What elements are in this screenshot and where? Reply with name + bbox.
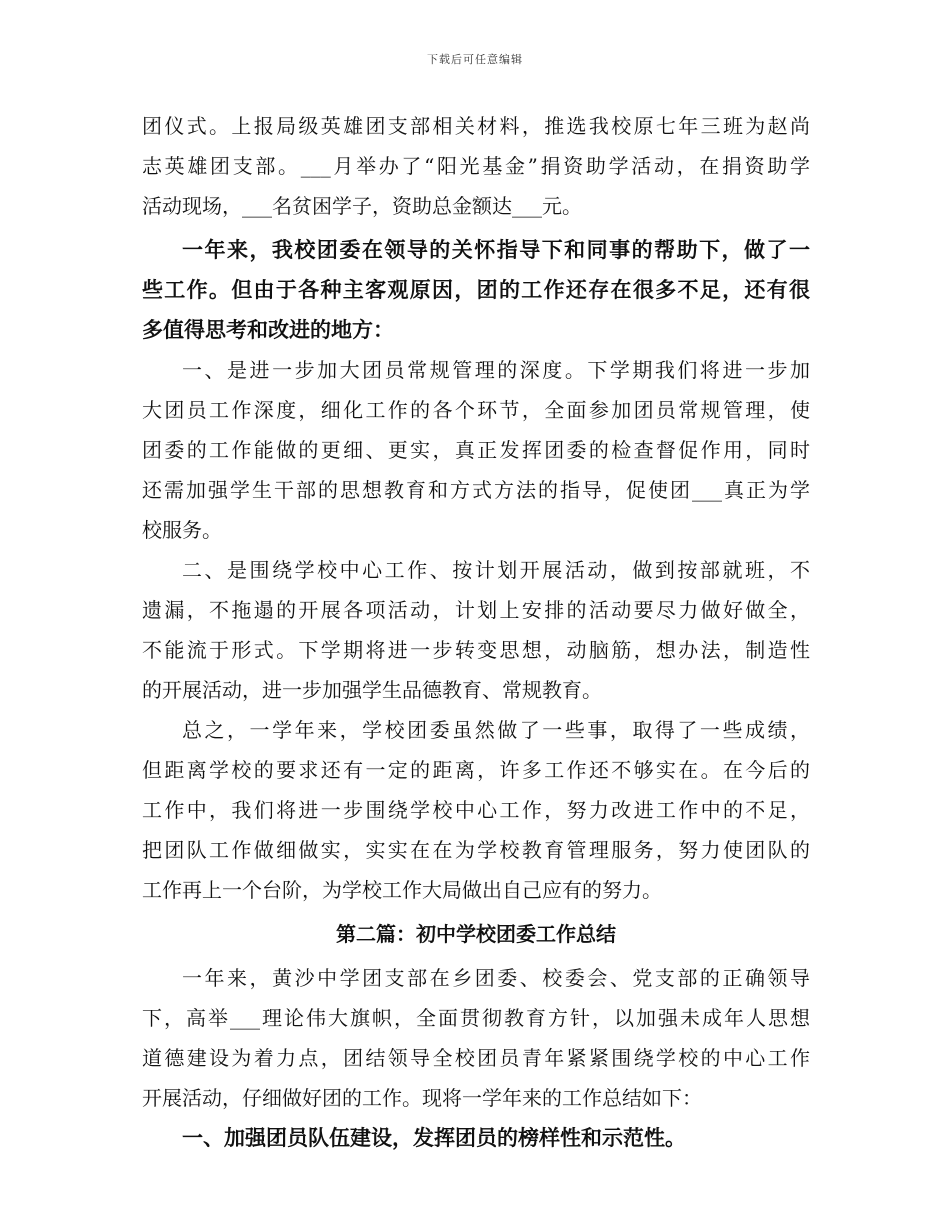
text-line: 一年来，黄沙中学团支部在乡团委、校委会、党支部的正确领导 bbox=[182, 966, 810, 990]
bold-text-line: 多值得思考和改进的地方： bbox=[142, 317, 394, 342]
text-line: 大团员工作深度，细化工作的各个环节，全面参加团员常规管理，使 bbox=[142, 398, 810, 422]
section-heading: 第二篇：初中学校团委工作总结 bbox=[336, 922, 616, 946]
text-line: 团委的工作能做的更细、更实，真正发挥团委的检查督促作用，同时 bbox=[142, 438, 810, 462]
text-line: 但距离学校的要求还有一定的距离，许多工作还不够实在。在今后的 bbox=[142, 758, 810, 782]
bold-text-line: 些工作。但由于各种主客观原因，团的工作还存在很多不足，还有很 bbox=[142, 277, 810, 302]
subheading: 一、加强团员队伍建设，发挥团员的榜样性和示范性。 bbox=[182, 1125, 686, 1150]
text-line: 一、是进一步加大团员常规管理的深度。下学期我们将进一步加 bbox=[182, 358, 810, 382]
text-line: 的开展活动，进一步加强学生品德教育、常规教育。 bbox=[142, 678, 602, 702]
bold-text-line: 一年来，我校团委在领导的关怀指导下和同事的帮助下，做了一 bbox=[182, 237, 810, 262]
text-line: 不能流于形式。下学期将进一步转变思想，动脑筋，想办法，制造性 bbox=[142, 638, 810, 662]
text-line: 总之，一学年来，学校团委虽然做了一些事，取得了一些成绩， bbox=[182, 718, 810, 742]
text-line: 活动现场，___名贫困学子，资助总金额达___元。 bbox=[142, 194, 582, 218]
text-line: 志英雄团支部。___月举办了“阳光基金”捐资助学活动，在捐资助学 bbox=[142, 154, 810, 178]
text-line: 二、是围绕学校中心工作、按计划开展活动，做到按部就班，不 bbox=[182, 558, 810, 582]
text-line: 遗漏，不拖遢的开展各项活动，计划上安排的活动要尽力做好做全， bbox=[142, 598, 810, 622]
text-line: 还需加强学生干部的思想教育和方式方法的指导，促使团___真正为学 bbox=[142, 478, 810, 502]
text-line: 校服务。 bbox=[142, 518, 222, 542]
document-body bbox=[142, 106, 810, 1158]
text-line: 把团队工作做细做实，实实在在为学校教育管理服务，努力使团队的 bbox=[142, 838, 810, 862]
text-line: 工作再上一个台阶，为学校工作大局做出自己应有的努力。 bbox=[142, 878, 662, 902]
text-line: 开展活动，仔细做好团的工作。现将一学年来的工作总结如下： bbox=[142, 1086, 702, 1110]
text-line: 下，高举___理论伟大旗帜，全面贯彻教育方针，以加强未成年人思想 bbox=[142, 1006, 810, 1030]
text-line: 团仪式。上报局级英雄团支部相关材料，推选我校原七年三班为赵尚 bbox=[142, 114, 810, 138]
text-line: 工作中，我们将进一步围绕学校中心工作，努力改进工作中的不足， bbox=[142, 798, 810, 822]
page-header: 下载后可任意编辑 bbox=[427, 53, 523, 66]
text-line: 道德建设为着力点，团结领导全校团员青年紧紧围绕学校的中心工作 bbox=[142, 1046, 810, 1070]
